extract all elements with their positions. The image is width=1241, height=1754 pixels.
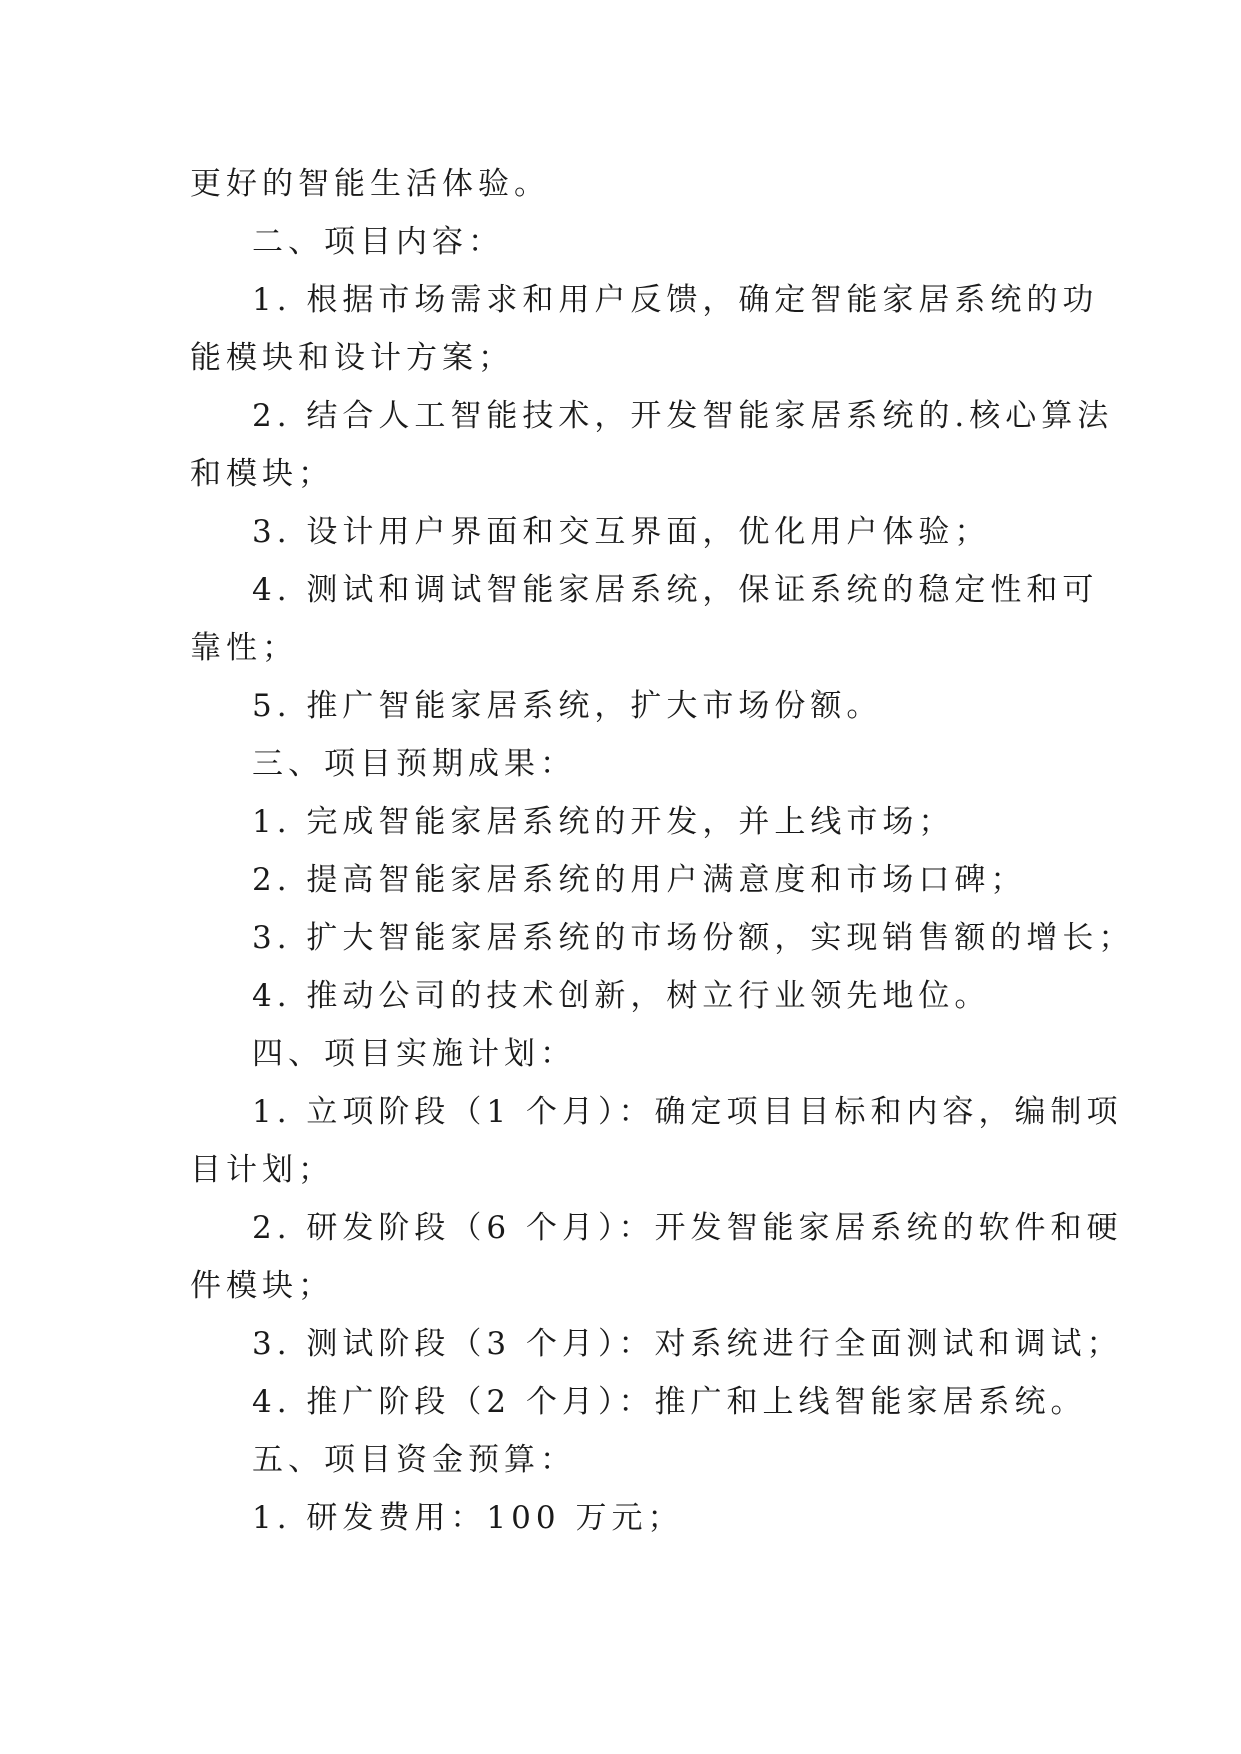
section-heading: 二、项目内容： [252,224,504,260]
list-item: 1. 研发费用：100 万元； [252,1500,684,1536]
list-item: 4. 推广阶段（2 个月）：推广和上线智能家居系统。 [252,1384,1087,1420]
list-item: 5. 推广智能家居系统，扩大市场份额。 [252,688,883,724]
list-item: 1. 立项阶段（1 个月）：确定项目目标和内容，编制项 [252,1094,1123,1130]
text-line: 件模块； [190,1268,334,1304]
list-item: 2. 研发阶段（6 个月）：开发智能家居系统的软件和硬 [252,1210,1123,1246]
list-item: 3. 设计用户界面和交互界面，优化用户体验； [252,514,991,550]
list-item: 1. 完成智能家居系统的开发，并上线市场； [252,804,955,840]
list-item: 1. 根据市场需求和用户反馈，确定智能家居系统的功 [252,282,1099,318]
text-line: 和模块； [190,456,334,492]
list-item: 3. 测试阶段（3 个月）：对系统进行全面测试和调试； [252,1326,1123,1362]
section-heading: 四、项目实施计划： [252,1036,576,1072]
list-item: 4. 测试和调试智能家居系统，保证系统的稳定性和可 [252,572,1099,608]
text-line: 目计划； [190,1152,334,1188]
list-item: 2. 结合人工智能技术，开发智能家居系统的.核心算法 [252,398,1114,434]
list-item: 3. 扩大智能家居系统的市场份额，实现销售额的增长； [252,920,1135,956]
text-line: 更好的智能生活体验。 [190,166,550,202]
text-line: 靠性； [190,630,298,666]
list-item: 4. 推动公司的技术创新，树立行业领先地位。 [252,978,991,1014]
text-line: 能模块和设计方案； [190,340,514,376]
list-item: 2. 提高智能家居系统的用户满意度和市场口碑； [252,862,1027,898]
section-heading: 五、项目资金预算： [252,1442,576,1478]
section-heading: 三、项目预期成果： [252,746,576,782]
